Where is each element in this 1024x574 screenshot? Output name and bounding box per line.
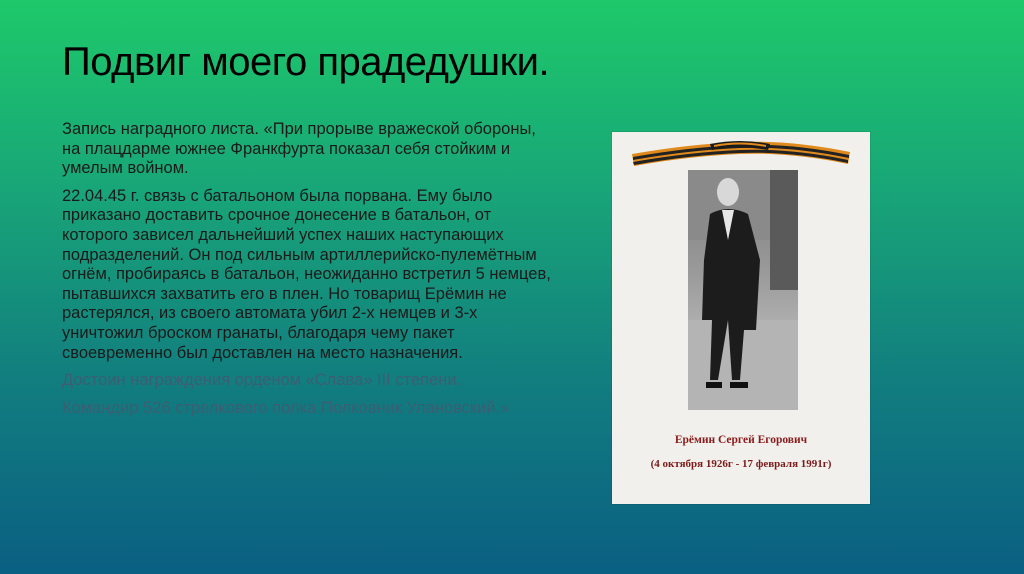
paragraph-2: 22.04.45 г. связь с батальоном была порвана. Ему было приказано доставить срочное донесение в батальон, от которого зависел дальнейший успех наших наступающих подразделений. Он под сильным артиллерийско-пулемётным огнём, пробираясь в батальон, неожиданно встретил 5 немцев, пытавшихся захватить его в плен. Но товарищ Ерёмин не растерялся, из своего автомата убил 2-х немцев и 3-х уничтожил броском гранаты, благодаря чему пакет своевременно был доставлен на место назначения. bbox=[62, 186, 551, 362]
paragraph-4: Командир 526 стрелкового полка Полковник Улановский.» bbox=[62, 398, 510, 417]
slide-title: Подвиг моего прадедушки. bbox=[62, 40, 550, 84]
portrait-photo bbox=[688, 170, 798, 410]
person-name: Ерёмин Сергей Егорович bbox=[674, 434, 808, 446]
slide-body bbox=[62, 120, 552, 426]
person-dates: (4 октября 1926г - 17 февраля 1991г) bbox=[650, 458, 832, 470]
memorial-card bbox=[612, 132, 870, 504]
st-george-ribbon-icon bbox=[630, 134, 852, 173]
paragraph-3: Достоин награждения орденом «Слава» III степени. bbox=[62, 371, 462, 390]
paragraph-1: Запись наградного листа. «При прорыве вражеской обороны, на плацдарме южнее Франкфурта показал себя стойким и умелым войном. bbox=[62, 120, 536, 178]
